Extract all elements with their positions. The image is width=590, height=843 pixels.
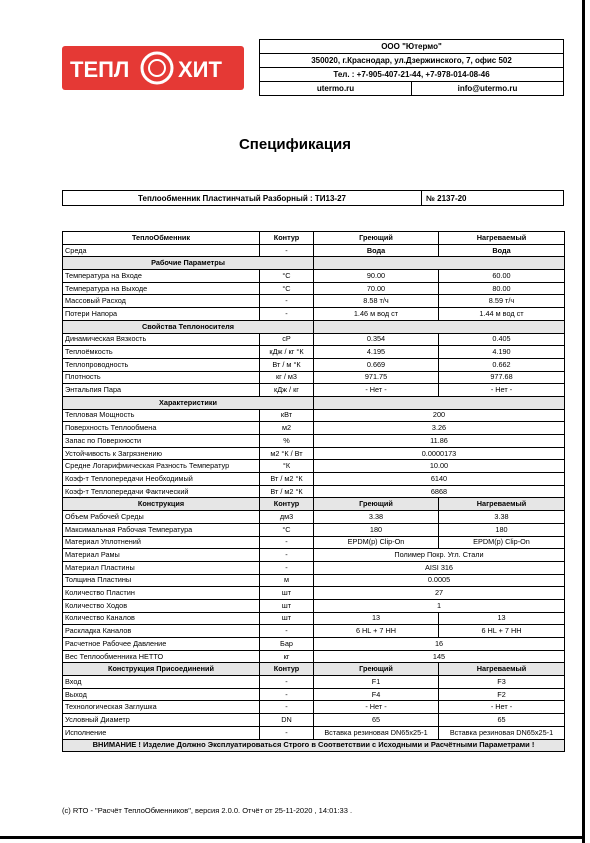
row-label: Технологическая Заглушка [63, 701, 260, 714]
row-unit: % [260, 435, 314, 448]
row-unit: шт [260, 612, 314, 625]
row-hot-value: 13 [314, 612, 439, 625]
company-email[interactable]: info@utermo.ru [412, 82, 564, 96]
section-title: Конструкция [63, 498, 260, 511]
row-label: Расчетное Рабочее Давление [63, 638, 260, 651]
row-cold-value: - Нет - [439, 701, 565, 714]
row-label: Динамическая Вязкость [63, 333, 260, 346]
row-unit: шт [260, 599, 314, 612]
row-cold-value: 1.44 м вод ст [439, 308, 565, 321]
row-unit: - [260, 536, 314, 549]
table-row [63, 701, 565, 714]
row-cold-value: EPDM(p) Clip-On [439, 536, 565, 549]
row-value: 6868 [314, 485, 565, 498]
row-label: Устойчивость к Загрязнению [63, 447, 260, 460]
row-unit: °C [260, 523, 314, 536]
section-spacer [314, 320, 565, 333]
company-site[interactable]: utermo.ru [260, 82, 412, 96]
section-title: Конструкция Присоединений [63, 663, 260, 676]
row-label: Энтальпия Пара [63, 384, 260, 397]
company-phones: Тел. : +7-905-407-21-44, +7-978-014-08-46 [260, 68, 564, 82]
row-unit: кДж / кг °К [260, 346, 314, 359]
table-row [63, 599, 565, 612]
row-hot-value: F1 [314, 676, 439, 689]
column-header-cold: Нагреваемый [439, 663, 565, 676]
row-unit: дм3 [260, 511, 314, 524]
table-row [63, 346, 565, 359]
row-label: Коэф-т Теплопередачи Необходимый [63, 473, 260, 486]
row-unit: кг / м3 [260, 371, 314, 384]
table-row [63, 371, 565, 384]
row-value: 0.0000173 [314, 447, 565, 460]
section-header [63, 663, 565, 676]
page-border-bottom [0, 836, 585, 839]
section-header [63, 498, 565, 511]
row-cold-value: 80.00 [439, 282, 565, 295]
table-row [63, 549, 565, 562]
row-cold-value: - Нет - [439, 384, 565, 397]
row-hot-value: 90.00 [314, 270, 439, 283]
row-unit: - [260, 561, 314, 574]
table-row [63, 282, 565, 295]
svg-text:ХИТ: ХИТ [178, 57, 222, 82]
row-value: 11.86 [314, 435, 565, 448]
row-hot-value: 70.00 [314, 282, 439, 295]
row-cold-value: 0.405 [439, 333, 565, 346]
table-header-row [63, 232, 565, 245]
row-cold-value: 0.662 [439, 358, 565, 371]
table-row [63, 587, 565, 600]
row-value: 145 [314, 650, 565, 663]
row-cold-value: Вода [439, 244, 565, 257]
row-cold-value: Вставка резиновая DN65x25-1 [439, 726, 565, 739]
row-hot-value: 180 [314, 523, 439, 536]
row-unit: °К [260, 460, 314, 473]
table-row [63, 638, 565, 651]
row-label: Температура на Входе [63, 270, 260, 283]
table-row [63, 574, 565, 587]
row-cold-value: 8.59 т/ч [439, 295, 565, 308]
specification-table [62, 231, 565, 752]
row-label: Средне Логарифмическая Разность Температур [63, 460, 260, 473]
row-hot-value: 0.354 [314, 333, 439, 346]
column-header-cold: Нагреваемый [439, 498, 565, 511]
row-hot-value: EPDM(p) Clip-On [314, 536, 439, 549]
company-address: 350020, г.Краснодар, ул.Дзержинского, 7, офис 502 [260, 54, 564, 68]
row-hot-value: 65 [314, 714, 439, 727]
row-unit: - [260, 688, 314, 701]
row-label: Тепловая Мощность [63, 409, 260, 422]
row-cold-value: F3 [439, 676, 565, 689]
section-header [63, 320, 565, 333]
row-unit: Вт / м2 °К [260, 485, 314, 498]
row-hot-value: 6 HL + 7 HH [314, 625, 439, 638]
table-row [63, 714, 565, 727]
row-label: Теплоёмкость [63, 346, 260, 359]
column-header-unit: Контур [260, 498, 314, 511]
table-row [63, 358, 565, 371]
row-unit: - [260, 244, 314, 257]
row-label: Количество Ходов [63, 599, 260, 612]
row-unit: DN [260, 714, 314, 727]
row-label: Материал Рамы [63, 549, 260, 562]
row-unit: м2 °К / Вт [260, 447, 314, 460]
table-row [63, 561, 565, 574]
column-header-unit: Контур [260, 232, 314, 245]
page-title: Спецификация [238, 136, 352, 153]
column-header-cold: Нагреваемый [439, 232, 565, 245]
row-cold-value: F2 [439, 688, 565, 701]
row-hot-value: 1.46 м вод ст [314, 308, 439, 321]
table-row [63, 333, 565, 346]
row-value: 16 [314, 638, 565, 651]
row-value: Полимер Покр. Угл. Стали [314, 549, 565, 562]
section-title: Рабочие Параметры [63, 257, 314, 270]
row-unit: Вт / м °К [260, 358, 314, 371]
row-hot-value: 0.669 [314, 358, 439, 371]
row-unit: °C [260, 270, 314, 283]
row-unit: м2 [260, 422, 314, 435]
row-label: Запас по Поверхности [63, 435, 260, 448]
column-header-hot: Греющий [314, 232, 439, 245]
row-hot-value: - Нет - [314, 701, 439, 714]
row-unit: - [260, 549, 314, 562]
row-cold-value: 13 [439, 612, 565, 625]
row-label: Коэф-т Теплопередачи Фактический [63, 485, 260, 498]
row-label: Материал Пластины [63, 561, 260, 574]
row-value: 1 [314, 599, 565, 612]
page-border-right [582, 0, 585, 843]
warning-row [63, 739, 565, 752]
row-unit: - [260, 295, 314, 308]
row-cold-value: 60.00 [439, 270, 565, 283]
row-label: Поверхность Теплообмена [63, 422, 260, 435]
row-label: Выход [63, 688, 260, 701]
table-row [63, 511, 565, 524]
row-label: Раскладка Каналов [63, 625, 260, 638]
table-row [63, 422, 565, 435]
table-row [63, 460, 565, 473]
row-label: Исполнение [63, 726, 260, 739]
row-value: 200 [314, 409, 565, 422]
table-row [63, 270, 565, 283]
table-row [63, 244, 565, 257]
row-value: 27 [314, 587, 565, 600]
row-unit: кДж / кг [260, 384, 314, 397]
column-header-unit: Контур [260, 663, 314, 676]
table-row [63, 409, 565, 422]
table-row [63, 650, 565, 663]
company-info-table [259, 39, 564, 96]
section-spacer [314, 396, 565, 409]
row-unit: кг [260, 650, 314, 663]
row-unit: cP [260, 333, 314, 346]
report-footer: (c) RTO - "Расчёт ТеплоОбменников", версия 2.0.0. Отчёт от 25-11-2020 , 14:01:33 . [62, 806, 353, 815]
table-row [63, 485, 565, 498]
row-unit: - [260, 308, 314, 321]
row-label: Количество Пластин [63, 587, 260, 600]
row-cold-value: 977.68 [439, 371, 565, 384]
row-label: Материал Уплотнений [63, 536, 260, 549]
row-unit: - [260, 625, 314, 638]
section-title: Характеристики [63, 396, 314, 409]
row-label: Плотность [63, 371, 260, 384]
row-hot-value: F4 [314, 688, 439, 701]
table-row [63, 612, 565, 625]
row-unit: шт [260, 587, 314, 600]
section-title: Свойства Теплоносителя [63, 320, 314, 333]
row-cold-value: 4.190 [439, 346, 565, 359]
table-row [63, 435, 565, 448]
section-header [63, 257, 565, 270]
table-row [63, 308, 565, 321]
svg-text:ТЕПЛ: ТЕПЛ [70, 57, 130, 82]
table-row [63, 536, 565, 549]
row-unit: Бар [260, 638, 314, 651]
row-cold-value: 3.38 [439, 511, 565, 524]
column-header-hot: Греющий [314, 498, 439, 511]
row-cold-value: 65 [439, 714, 565, 727]
row-unit: - [260, 676, 314, 689]
row-value: 10.00 [314, 460, 565, 473]
column-header-param: ТеплоОбменник [63, 232, 260, 245]
row-unit: - [260, 701, 314, 714]
row-value: 0.0005 [314, 574, 565, 587]
section-spacer [314, 257, 565, 270]
row-label: Вход [63, 676, 260, 689]
table-row [63, 295, 565, 308]
company-logo [62, 46, 244, 90]
row-unit: м [260, 574, 314, 587]
row-label: Массовый Расход [63, 295, 260, 308]
row-value: 3.26 [314, 422, 565, 435]
row-hot-value: 4.195 [314, 346, 439, 359]
spec-number: № 2137-20 [422, 191, 564, 206]
row-unit: °C [260, 282, 314, 295]
row-label: Температура на Выходе [63, 282, 260, 295]
row-label: Среда [63, 244, 260, 257]
section-header [63, 396, 565, 409]
row-hot-value: 8.58 т/ч [314, 295, 439, 308]
row-value: AISI 316 [314, 561, 565, 574]
row-cold-value: 6 HL + 7 HH [439, 625, 565, 638]
table-row [63, 523, 565, 536]
table-row [63, 384, 565, 397]
row-label: Вес Теплообменника НЕТТО [63, 650, 260, 663]
row-label: Потери Напора [63, 308, 260, 321]
row-hot-value: 3.38 [314, 511, 439, 524]
table-row [63, 676, 565, 689]
row-label: Условный Диаметр [63, 714, 260, 727]
row-hot-value: Вставка резиновая DN65x25-1 [314, 726, 439, 739]
column-header-hot: Греющий [314, 663, 439, 676]
row-label: Теплопроводность [63, 358, 260, 371]
product-header [62, 190, 564, 206]
row-unit: Вт / м2 °К [260, 473, 314, 486]
company-name: ООО "Ютермо" [260, 40, 564, 54]
table-row [63, 688, 565, 701]
row-label: Толщина Пластины [63, 574, 260, 587]
row-label: Количество Каналов [63, 612, 260, 625]
row-label: Объем Рабочей Среды [63, 511, 260, 524]
row-unit: - [260, 726, 314, 739]
row-value: 6140 [314, 473, 565, 486]
row-hot-value: Вода [314, 244, 439, 257]
table-row [63, 726, 565, 739]
warning-notice: ВНИМАНИЕ ! Изделие Должно Эксплуатироваться Строго в Соответствии с Исходными и Расчётными Параметрами ! [63, 739, 565, 752]
table-row [63, 625, 565, 638]
row-unit: кВт [260, 409, 314, 422]
row-label: Максимальная Рабочая Температура [63, 523, 260, 536]
row-cold-value: 180 [439, 523, 565, 536]
table-row [63, 473, 565, 486]
product-name: Теплообменник Пластинчатый Разборный : ТИ13-27 [63, 191, 422, 206]
row-hot-value: - Нет - [314, 384, 439, 397]
row-hot-value: 971.75 [314, 371, 439, 384]
table-row [63, 447, 565, 460]
